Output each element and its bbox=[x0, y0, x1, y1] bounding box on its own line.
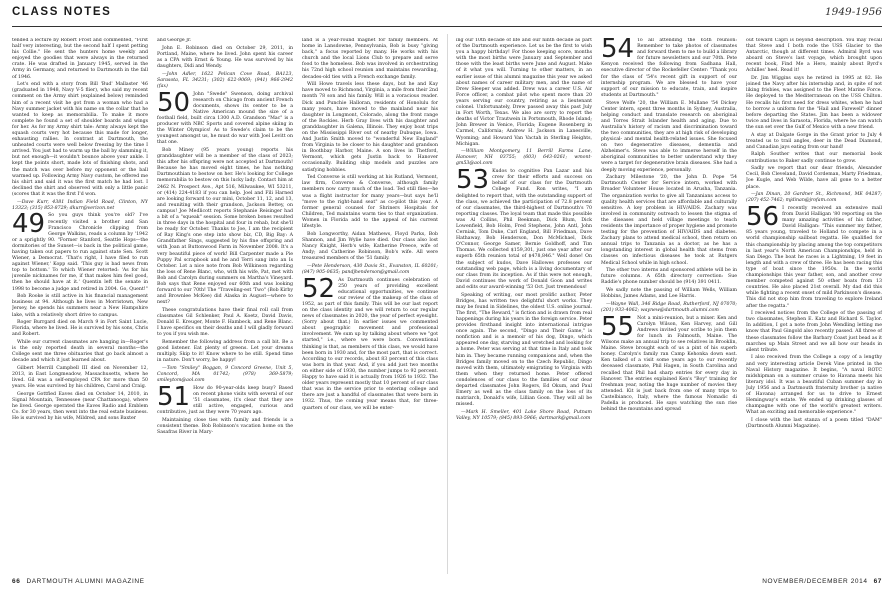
note-text: I close with the last stanza of a poem titled "DAM" (Dartmouth Alumni Magazine). bbox=[746, 417, 882, 430]
note-text: tended a lecture by Robert Frost and commented, "First half very interesting, but the second half I spent petting his Collie." He sent the hunters home weekly and enjoyed the goodies that were always in the returned crate. He was drafted in January 1945, served in the Army in Germany, and returned to Dartmouth in the fall of 1946. bbox=[12, 38, 148, 80]
issue-date: NOVEMBER/DECEMBER 2014 bbox=[762, 578, 868, 585]
note-text: The other two interns and sponsored athlete will be in future columns. A 65th directory correction: Sue Raddie's phone number should be (914) 391 0411. bbox=[601, 268, 737, 286]
class-year-numeral: 55 bbox=[601, 311, 635, 342]
note-text: John "Swede" Swenson, doing archival research on Chicago from ancient French documents, shows its center to be a Native American mound the size of a football field, built circa 1300 A.D. Grandson "Mac" is a producer with NBC Sports and covered alpine skiing in the Winter Olympics! As to Swede's claim to be the youngest amongst us, he must do war with Joel Levitt on that one. bbox=[157, 91, 293, 146]
note-text: While our current classmates are hanging in—Roger's is the only reported death in several months—the College sent me three obituaries that go back almost a decade and which it just learned about. bbox=[12, 340, 148, 364]
note-text: A stay at Dalgate Gorge in the Grant prior to July 4 treated us to trail angles, deer in the Dead Diamond, and Canadian jays eating from our hand! bbox=[746, 132, 882, 150]
class-year-numeral: 50 bbox=[157, 87, 191, 118]
note-paragraph bbox=[12, 340, 148, 364]
column-2 bbox=[157, 38, 293, 570]
note-paragraph bbox=[157, 340, 293, 364]
magazine-name: DARTMOUTH ALUMNI MAGAZINE bbox=[26, 578, 145, 585]
note-text: I received notices from the College of the passing of two classmates, Stephen E. Katz and Richard S. Taylor. In addition, I got a note from John Wendling letting me know that Paul Gingold also recently passed. All three of these classmates follow the Barbary Coast just bead as it marches up Main Street and we all bow our heads in silent tribute. bbox=[746, 311, 882, 353]
note-paragraph bbox=[456, 38, 592, 148]
note-text: As Dartmouth continues celebration of 250 years of providing excellent educational opportunities, we continue our review of the makeup of the class of 1952, as part of this family. This will be our last report on the class identity and we will return to our regular news of classmates in 2020, the year of perfect eyesight. (Sorry about that.) In earlier issues we commented about geographic movement and professional involvement. We sum up by talking about where we "got started," i.e., where we were born. Conventional thinking is that, as members of this class, we would have been born in 1930 and, for the most part, that is correct. According to our records, about 83 percent of this class was born in that year. And, if you add just two months on either side of 1930, the number jumps to 92 percent. Happy to have said it is actually from 1926 to 1932. The older years represent mostly that 10 percent of our class that was in the service prior to entering college and there are just a handful of classmates that were born in 1932. Thus, the coming year means that, for three-quarters of our class, we will be enter- bbox=[302, 277, 438, 411]
footer-right bbox=[762, 578, 882, 585]
class-secretary-signature: —William Montgomery, 11 Berrill Farms Lane, Hanover, NH 03755; (603) 643-0261; wmont-gm53@aol.com bbox=[456, 149, 592, 167]
note-paragraph bbox=[302, 175, 438, 230]
class-secretary-signature: —Pete Henderson, 430 Davis St., Evanston, IL 60201; (847) 905-0635; pandjhenderson@gmail.com bbox=[302, 263, 438, 275]
note-text: These congratulations have their final roll call from classmates Gil Schlenker, Paul A. Koetz, David Davis, Donald E. Kreuger, Monte F. Hambeck, and Rene Blanc. I have specifics on their deaths and I will gladly forward to you if you wish me. bbox=[157, 308, 293, 338]
class-secretary-signature: —Mark H. Smeller, 401 Lake Shore Road, Putnam Valley, NY 10579; (845) 893-5966; dartmark@gmail.com bbox=[456, 410, 592, 422]
note-text: Let's end with a story from Bill 'Bud' Mallaster '46 (graduated in 1948, Navy V-5 flier), who said my recent comment on the Army shirt (explained below) reminded him of a recent visit he got from a woman who had a Navy summer jacket with his name on the collar that he wanted to keep as memorabilia. To make it more complete he found a set of shoulder boards and wings for her. As for my Army shirt tale: Army always kept the squash courts very hot because this made for longer, exhausting rallies. In contrast at Dartmouth, the unheated courts were well below freezing by the time I arrived. You just had to warm up the ball by slamming it, but not enough—it wouldn't bounce above your ankle. I kept the points short, made lots of finishing shots, and the match was over before my opponent or the ball warmed up. Following Army Navy custom, he offered me his shirt and said it was the first match he had lost. I declined the shirt and observed with only a little panic (scores that it was the first I'd won. bbox=[12, 82, 148, 197]
note-paragraph bbox=[157, 148, 293, 306]
class-year-numeral: 51 bbox=[157, 381, 191, 412]
class-secretary-signature: —Dave Kurr, 4381 Indian Field Road, Clinton, NY 13323; (315) 853-8729; dkurr@verizon.net bbox=[12, 199, 148, 211]
note-paragraph bbox=[601, 175, 737, 266]
note-text: To all attending the 65th reunion: Remember to take photos of classmates and forward them to me to build a library for future newsletters and our 70th. Pete Kenyon received the following from Sadhana Hall, executive director of the Rockefeller Center: "Thank you for the class of '54's recent gift in support of our internship program. We are blessed to have your support of our mission to educate, train, and inspire students at Dartmouth." bbox=[601, 38, 737, 98]
note-paragraph bbox=[302, 232, 438, 262]
class-year-entry bbox=[456, 165, 592, 291]
note-text: So you guys think you're old? I've recently visited a brother and San Francisco Chronicle clipping from George Walkins, reads a column by '1942 or a sprightly 90. "Former Stanford, Seattle Hops—the dormitories of the Sunset—is back in the political game, having taken out papers to run against state Sen. Scott Wiener, a Democrat. 'That's right, I have filed to run against Wiener,' Kopp said. 'This guy is bad news from top to bottom.' To which Wiener retorted: 'As for his juvenile nicknames for me, if that makes him feel good, then he should have at it.' Quentin left the senate in 1998 to become a judge and retired in 2004. Go, Quent!" bbox=[12, 213, 148, 292]
note-text: Bob Rooke is still active in his financial management business at 94. Although he lives in Morristown, New Jersey, he spends his summers near a New Hampshire lake, with a relatively short drive to campus. bbox=[12, 294, 148, 318]
note-paragraph bbox=[746, 355, 882, 416]
note-text: Maintaining close ties with family and friends is a consistent theme. Bob Robinson's vacation home on the Sasafras River in Mary- bbox=[157, 417, 293, 436]
column-4 bbox=[456, 38, 592, 570]
column-6 bbox=[746, 38, 882, 570]
section-title: CLASS NOTES bbox=[12, 6, 112, 18]
note-paragraph bbox=[12, 320, 148, 338]
class-year-numeral: 53 bbox=[456, 165, 490, 196]
note-text: Sadly we report that our dear friends, Alexander Cecil, Bob Cleveland, David Cordeman, Marty Friedman, Joe Kugle, and Web Wilde, have all gone to a better place. bbox=[746, 166, 882, 190]
note-text: Zachary Milestone '20, the John D. Pope '54 Dartmouth Center for Service intern, worked with Broader Volunteer House located in Arusha, Tanzania. The organization works to give all Tanzanians access to quality health services that are affordable and culturally sensitive. A key problem is HIV/AIDS. Zachary was involved in community outreach to lessen the stigma of the diseases and held village meetings to teach residents the importance of proper hygiene and promote testing for the prevention of HIV/AIDS and diabetes. Zachary plans to attend medical school, then return on annual trips to Tanzania as a doctor, as he has a longstanding interest in global health that stems from classes on infectious diseases he took at Rutgers Medical School while in high school. bbox=[601, 175, 737, 266]
note-text: George Gottfied Eaves died on October 14, 2010, in Signal Mountain, Tennessee (near Chattanooga), where he lived. George operated the Eaves Radio and Emblem Co. for 30 years, then went into the real estate business. He is survived by his wife, Mildred, and sons Baxter bbox=[12, 392, 148, 422]
note-paragraph bbox=[746, 38, 882, 75]
note-paragraph bbox=[157, 38, 293, 44]
note-text: Bob Longworthy, Aidan Mathews, Floyd Parks, Bob Shannon, and Jim Wylie have died. Our class also lost Nancy Knight, Herb's wife; Katherine Preece, wife of Andy; and Catherine Robinson, Bob's wife. All were treasured members of the '51 family. bbox=[302, 231, 438, 262]
note-text: I recently received an extensive mail from David Halligan '80 reporting on the many amazing activities of his father, David Halligan: "This summer my father, 85 years young, traveled to Holland to compete in a world championship sailboat regatta. He qualified for this championship by placing among the top competitors in last year's North American Championships, held in San Diego. The boat he races is a Lightning, 19 feet in length and with a crew of three. He has been racing this type of boat since the 1950s. In the world championships this year father, son, and another crew member competed against 50 other boats from 13 countries. He also placed 21st overall. My dad did this while fighting a recent onset of mild Parkinson's disease. This did not stop him from traveling to explore Ireland after the regatta." bbox=[746, 206, 882, 309]
footer-left bbox=[12, 578, 145, 585]
note-paragraph bbox=[456, 293, 592, 409]
page-number-left: 66 bbox=[12, 578, 21, 585]
note-text: Roger Burrgard died on March 9 in Fort Saint Lucie, Florida, where he lived. He is survived by his sons, Chris and Robert. bbox=[12, 320, 148, 338]
note-paragraph bbox=[12, 294, 148, 318]
note-text: Speaking of writing, our most prolific author, Peter Bridges, has written two delightful short works. They may be found in Sidelines, the oldest U.S. online journal. The first, "The Reward," is fiction and is drawn from real happenings during his years in the foreign service. Peter provides firsthand insight into international intrigue once again. The second, "Dingo and Their Game," is nonfiction and is a memoir of his dog, Dingo, which appeared one day, starving and wretched and looking for a home. Peter was serving at that time in Italy and took him in. They became running companions and, when the Bridges family moved on to the Czech Republic, Dingo moved with them, ultimately emigrating to Virginia with them when they returned home. Peter offered condolences of our class to the families of our dear departed classmates John Rogers, Ed Okum, and Paul Emery as well as the class family on the loss of its matriarch, Donald's wife, Lillian Goon. They will all be missed. bbox=[456, 292, 592, 408]
note-paragraph bbox=[12, 82, 148, 198]
note-text: out toward Capri is beyond description. You may recall that Steve and I both rode the USS Glacier to the Antarctic, though at different times. Admiral Byrd was aboard on Steve's last voyage, which brought upon recent book, Find Me a Hero, mainly about Byrd's Achilles' heel. Read it! bbox=[746, 38, 882, 74]
class-year-numeral: 49 bbox=[12, 209, 46, 240]
note-text: land is a year-round magnet for family members. At home in Lansdowne, Pennsylvania, Bob is busy "giving back," a focus reported by many. He works with his church and the local Lions Club to prepare and serve food to the homeless. Bob was involved in orchestrating his 72nd high school reunion and maintains rewarding, decades-old ties with a French exchange family. bbox=[302, 38, 438, 80]
note-paragraph bbox=[746, 152, 882, 164]
note-text: and George Jr. bbox=[157, 38, 192, 43]
note-paragraph bbox=[746, 166, 882, 190]
class-year-entry bbox=[157, 381, 293, 416]
note-text: I also received from the College a copy of a lengthy and very interesting article Derek Vine printed in the Naval History magazine. It begins, "A naval ROTC midshipman on a summer cruise to Havana meets his literary idol. It was a beautiful Cuban summer day in July 1956 and a Dartmouth fraternity brother (a native of Havana) arranged for us to drive to Ernest Hemingway's estate. We ended up drinking glasses of champagne with one of the world's greatest writers. What an exciting and memorable experience." bbox=[746, 355, 882, 416]
class-secretary-signature: —Wayne Wall, 346 Ridge Road, Rutherford, NJ 07070; (201) 933-4062; waynew@dartmouth.alumni.com bbox=[601, 301, 737, 313]
note-paragraph bbox=[601, 268, 737, 286]
class-year-numeral: 56 bbox=[746, 202, 780, 232]
note-text: Ralph Souther writes that our memorial book contributions to Baker sadly continue to grow. bbox=[746, 152, 882, 164]
note-paragraph bbox=[157, 418, 293, 436]
note-paragraph bbox=[302, 38, 438, 81]
note-text: Not a mini-reunion, but a mixer. Ken and Carolyn Wilson, Ken Harvey, and Gill Andrews invited your scribe to join them for lunch in Falmouth, Maine. The Wilsons make an annual trip to see relatives in Brooklin, Maine. Steve brought each of us a pint of his superb honey. Carolyn's family ran Camp Kehonka down east. Ken talked of a visit some years ago to our recently deceased classmate, Phil Hagen, in South Carolina and recalled that Phil had sharp entries for every day in Hanover. The entries explained Ken's "Boy" training for freshman year, noting the huge number of movies they attended. Kit is just back from one of many trips to Castelbianco, Italy, where the famous Nomadic di Padella is produced. He says watching the sun rise behind the mountains and spread bbox=[601, 315, 737, 413]
note-text: We sadly note the passing of William Wells, William Hobbins, James Adams, and Lee Harris. bbox=[601, 288, 737, 300]
class-year-numeral: 54 bbox=[601, 38, 635, 64]
column-5 bbox=[601, 38, 737, 570]
class-year-entry bbox=[12, 209, 148, 292]
note-text: Will Howe travels less these days, but he and Kay have moved to Richmond, Virginia, a mile from their 2nd month 78 son and his family. Will is a voracious reader. Dick and Punchie Halloran, residents of Honolulu for many years, have moved to the mainland near his daughter in Longmont, Colorado, along the front range of the Rockies. Herb Gray lives with his daughter and granddaughter in Galena, Illinois. They enjoy boat trips on the Mississippi River out of nearby Dubuque, Iowa. And Justin Smith moved to "wonderful New England" from Virginia to be closer to his daughter and grandson in Boothbay Harbor, Maine. A son lives in Thetford, Vermont, which gets Justin back to Hanover occasionally. Building ship models and puzzles are satisfying hobbies. bbox=[302, 82, 438, 173]
note-text: Bob Miney (95 years young) reports his granddaughter will be a member of the class of 2023; this after his offspring were not accepted at Dartmouth! Because he has moved eight times, he has nothing Dartmouthian to bestow on her. He's looking for College memorabilia to bestow on this lucky lady. Contact him at 2462 N. Prospect Ave., Apt 516, Milwaukee, WI 53211, or (414) 224-4183 if you can help. Joel and Fili Harned are looking forward to our mini, October 11, 12, and 13, and reuniting with their grandson, Jackson Bettey, on campus! Joe Medlicott reports Stephanie Reisinger had a bit of a "squeak" session. Some broken bones resulted in three days in the hospital and four in rehab, but she'll be ready for October. Thanks to Joe, I am the recipient of Ray King's one step into show biz, CD, Big Bay: A Grandfather Sings, suggested by his fine offspring and with Joan at Buttonwood Farm in November 2008. It's a very beautiful piece of work! Bill Carpenter made a Pie Puppy Pal scrapbook and he and Terri sang into an Is October. Lot a nice note from Bob Wilkinson regarding the loss of Rene Blanc, who, with his wife, Pat, met with Bob and Carolyn during summers on Martha's Vineyard. Bob says that Rene enjoyed our 60th and was looking forward to our 70th! The "Traveling-est 'Two" (Bob Kirby and Brownlee McKee) did Alaska in August—where to next? bbox=[157, 147, 293, 306]
note-text: John E. Robinson died on October 29, 2011, in Portland, Maine, where he lived. John spent his career as a CPA with Ernst & Young. He was survived by his daughters, Didi and Wendy. bbox=[157, 45, 293, 69]
note-paragraph bbox=[746, 418, 882, 430]
note-text: How do 90-year-olds keep busy? Based on recent phone visits with several of our '51 classmates, it's clear that they are still active, engaged, curious and contributive, just as they were 70 years ago. bbox=[157, 385, 293, 416]
class-year-entry bbox=[601, 38, 737, 99]
page-number-right: 67 bbox=[873, 578, 882, 585]
class-year-entry bbox=[601, 311, 737, 414]
note-paragraph bbox=[746, 76, 882, 131]
note-text: Kudos to cognitive Pan Lazar and his crew for their efforts and success on behalf of our class for the Dartmouth College Fund. Ron writes, "I am delighted to report that, with the outstanding support of the class, we achieved the participation of 72.8 percent of our classmates, the third-highest of Dartmouth's 70 reporting classes. The loyal team that made this possible was Al Collins, Phil Beekman, Dick Blum, Dick Lowenfield, Bob Holm, Fred Stephens, John Antl, John Cerniak, Tom Duke, Carl England, Bill Friedman, Dave Hathaway, Bob Henderson, Don McMichael, Dick O'Connor, George Samer, Bernie Goldhoff, and Tim Thomas. We collected $159,301, just one year after our superb 65th reunion total of $478,846." Well done! On the subject of kudos, Dave Hallowes professes our outstanding web page, which is a living documentary of our class from its inception. As if this were not enough, David continues the work of Donald Goon and writes and edits our award-winning '53 Oct. Just tremendous! bbox=[456, 169, 592, 290]
note-text: ing our 10th decade of life and our ninth decade as part of the Dartmouth experience. Let us be the first to wish you a happy birthday! For those keeping score, months with the most births were January and September and those with the least births were June and August. Make of it what you will. Turning to other matters, in an earlier issue of this alumni magazine this year we asked about names of career military men, and the name of Drew Sleeper was added. Drew was a career U.S. Air Force officer, a combat pilot who spent more than 20 years serving our country, retiring as a lieutenant colonel. Unfortunately, Drew passed away this past July in Fort Worth, Texas. We also are sorry to report the deaths of Victor Trautwein in Portsmouth, Rhode Island; John Brewer in Venice, Florida; Eugene Rosenberg in Carmel, California; Andrew H. Jackson in Lanesville, Wyoming; and Howard Van Vactah in Sterling Heights, Michigan. bbox=[456, 38, 592, 147]
note-text: Dr. Jim Wiggins says he retired in 1995 at 82. He joined the Navy after his internship and, in spite of not liking frisbies, was assigned to the Fleet Marine Force. He deployed to the Mediterranean on the USS Chilton. He recalls his first need for dress whites, when he had to borrow a uniform for the "Hail and Farewell" dinner before departing the States. Jim has been a widower twice and lives in Sarasota, Florida, where he can watch the sun set over the Gulf of Mexico with a new friend. bbox=[746, 76, 882, 130]
class-years-range: 1949-1956 bbox=[825, 6, 882, 18]
note-paragraph bbox=[601, 288, 737, 300]
note-paragraph bbox=[746, 311, 882, 354]
note-paragraph bbox=[12, 392, 148, 422]
note-paragraph bbox=[302, 82, 438, 173]
header-rule bbox=[12, 26, 882, 27]
note-paragraph bbox=[601, 101, 737, 174]
note-paragraph bbox=[12, 366, 148, 390]
column-3 bbox=[302, 38, 438, 570]
note-text: Gilbert Merrill Campbell III died on November 12, 2013, in East Longmeadow, Massachusetts, where he lived. Gil was a self-employed CPA for more than 50 years. He was survived by his children, Carol and Craig. bbox=[12, 366, 148, 390]
class-year-numeral: 52 bbox=[302, 273, 336, 304]
class-year-entry bbox=[157, 87, 293, 147]
note-paragraph bbox=[157, 308, 293, 338]
note-text: Ted Converse is still working at his Rutland, Vermont, law firm, Converse & Converse, although family members now carry much of the load. Ted still flies—he was a flight instructor for many years—but says he'll "move to the right-hand seat" as co-pilot this year. A former general counsel for Shriners Hospitals for Children, Ted maintains warm ties to that organization. Women in Florida add to the appeal of his current lifestyle. bbox=[302, 175, 438, 229]
column-1 bbox=[12, 38, 148, 570]
note-text: Steve Wolfe '20, the William E. Mullane '54 Dickey Center intern, spent three months in Sydney, Australia, helping conduct and translate research on aboriginal and Torres Strait Islander health and aging. Due to Australia's history of racism and discrimination toward the two communities, they are at high risk of developing physical- and mental health-related issues. She focused on two degenerative diseases, dementia and Alzheimer's. Steve was able to immerse herself in the aboriginal communities to better understand why they were a target for degenerative brain diseases. She had a deeply moving experience, personally. bbox=[601, 100, 737, 173]
page-header bbox=[0, 0, 896, 34]
note-text: Remember the following address from a call bit. Be a good listener. Eat plenty of greens. Let your dreams multiply. Skip to it! Know where to be still. Spend time in nature. Don't worry, be happy! bbox=[157, 340, 293, 364]
class-secretary-signature: —Jan Dinan, 20 Gardner St., Richmond, ME 04287; (207) 452-7462; mjdinan@jrofam.com bbox=[746, 192, 882, 204]
class-year-entry bbox=[302, 273, 438, 412]
class-year-entry bbox=[746, 202, 882, 310]
class-secretary-signature: —John Adler, 1622 Pelican Cove Road, BA123, Sarasota, FL 34231; (302) 622-9069; (941) 966-2942 (fax) bbox=[157, 71, 293, 89]
note-paragraph bbox=[746, 133, 882, 151]
page-footer bbox=[0, 578, 896, 598]
note-paragraph bbox=[157, 46, 293, 70]
note-paragraph bbox=[12, 38, 148, 81]
class-secretary-signature: —Tom "Smiley" Boggan, 9 Concord Greene, Unit 5, Concord, MA 01742; (978) 369-5879; smileytom@aol.com bbox=[157, 366, 293, 384]
page-gutter bbox=[447, 34, 448, 574]
